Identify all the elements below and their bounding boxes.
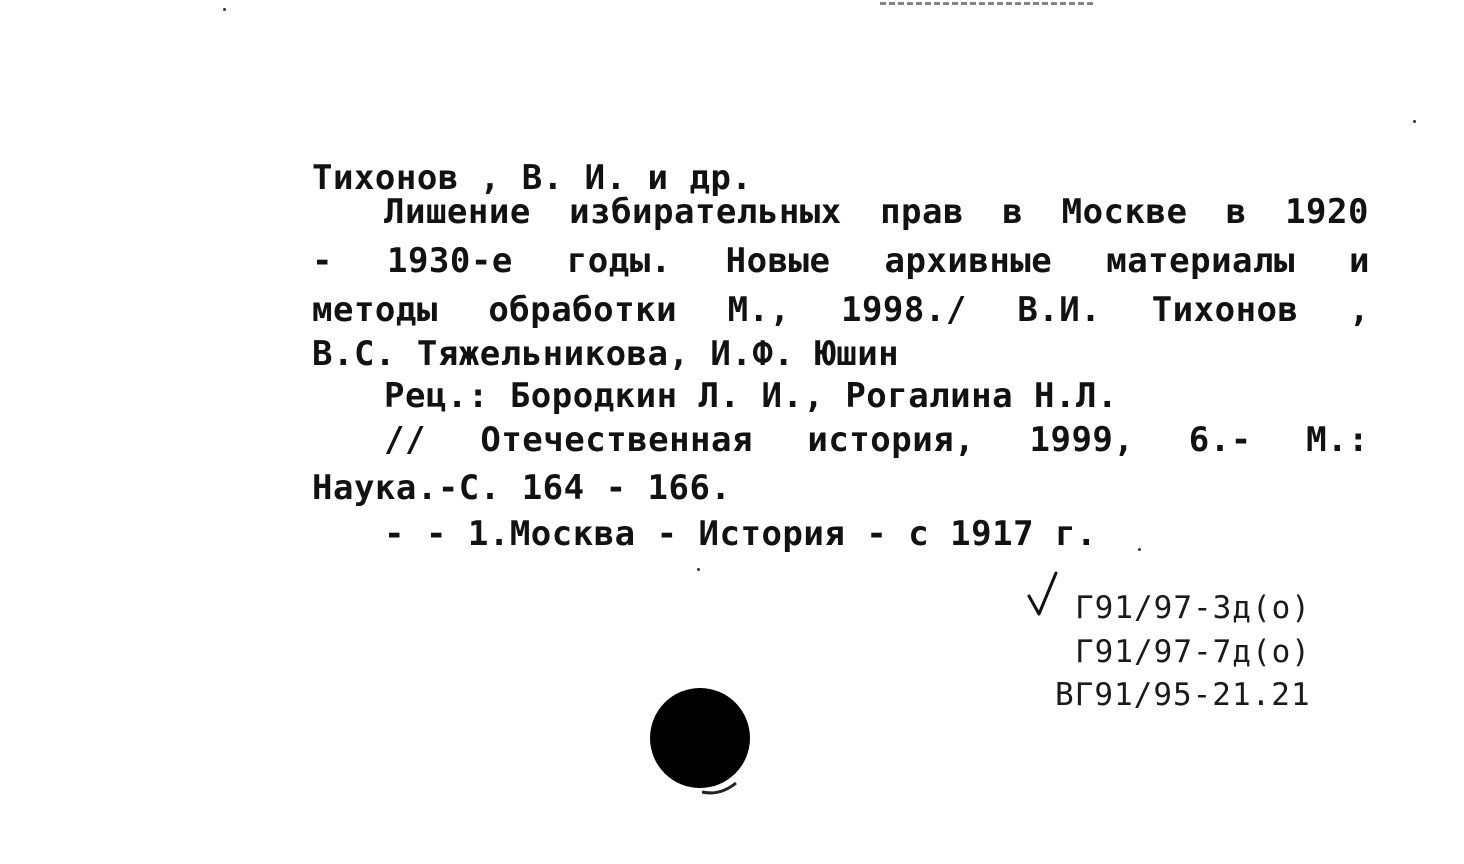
title-line-1	[384, 192, 1369, 232]
subject-heading-line: - - 1.Москва - История - с 1917 г.	[384, 514, 1097, 554]
review-line: Рец.: Бородкин Л. И., Рогалина Н.Л.	[384, 376, 1118, 416]
author-line: Тихонов , В. И. и др.	[312, 158, 753, 198]
scan-speck	[223, 8, 226, 11]
punch-hole	[650, 688, 750, 788]
word: материалы	[1106, 241, 1295, 281]
source-line-1	[384, 420, 1369, 460]
word: Тихонов	[1151, 290, 1299, 330]
word: Новые	[725, 241, 831, 281]
word: годы.	[566, 241, 672, 281]
title-line-2	[312, 241, 1370, 281]
scan-speck	[1413, 120, 1416, 123]
shelf-mark-1: Г91/97-3д(о)	[1075, 590, 1311, 626]
check-mark-icon	[1026, 570, 1060, 618]
word: ,	[1349, 290, 1370, 330]
word: 6.-	[1188, 420, 1252, 460]
word: прав	[880, 192, 964, 232]
word: история,	[807, 420, 976, 460]
word: в	[1225, 192, 1247, 232]
word: избирательных	[569, 192, 842, 232]
word: -	[312, 241, 333, 281]
word: в	[1002, 192, 1024, 232]
word: и	[1348, 241, 1370, 281]
source-line-2: Наука.-С. 164 - 166.	[312, 468, 732, 508]
co-authors-line: В.С. Тяжельникова, И.Ф. Юшин	[312, 334, 900, 374]
word: М.,	[727, 290, 791, 330]
shelf-mark-2: Г91/97-7д(о)	[1075, 634, 1311, 670]
word: //	[384, 420, 426, 460]
word: архивные	[884, 241, 1053, 281]
word: Лишение	[384, 192, 531, 232]
punch-hole-edge	[700, 780, 740, 796]
shelf-mark-3: ВГ91/95-21.21	[1055, 677, 1311, 713]
scan-speck	[697, 568, 700, 571]
word: 1920	[1285, 192, 1369, 232]
word: Отечественная	[480, 420, 753, 460]
word: методы	[312, 290, 438, 330]
word: 1930-е	[386, 241, 513, 281]
scan-artifact	[880, 2, 1095, 5]
word: Москве	[1061, 192, 1188, 232]
scan-speck	[1138, 548, 1141, 551]
word: М.:	[1306, 420, 1369, 460]
title-line-3	[312, 290, 1370, 330]
word: 1998./	[840, 290, 967, 330]
word: обработки	[488, 290, 678, 330]
word: В.И.	[1017, 290, 1102, 330]
word: 1999,	[1029, 420, 1135, 460]
